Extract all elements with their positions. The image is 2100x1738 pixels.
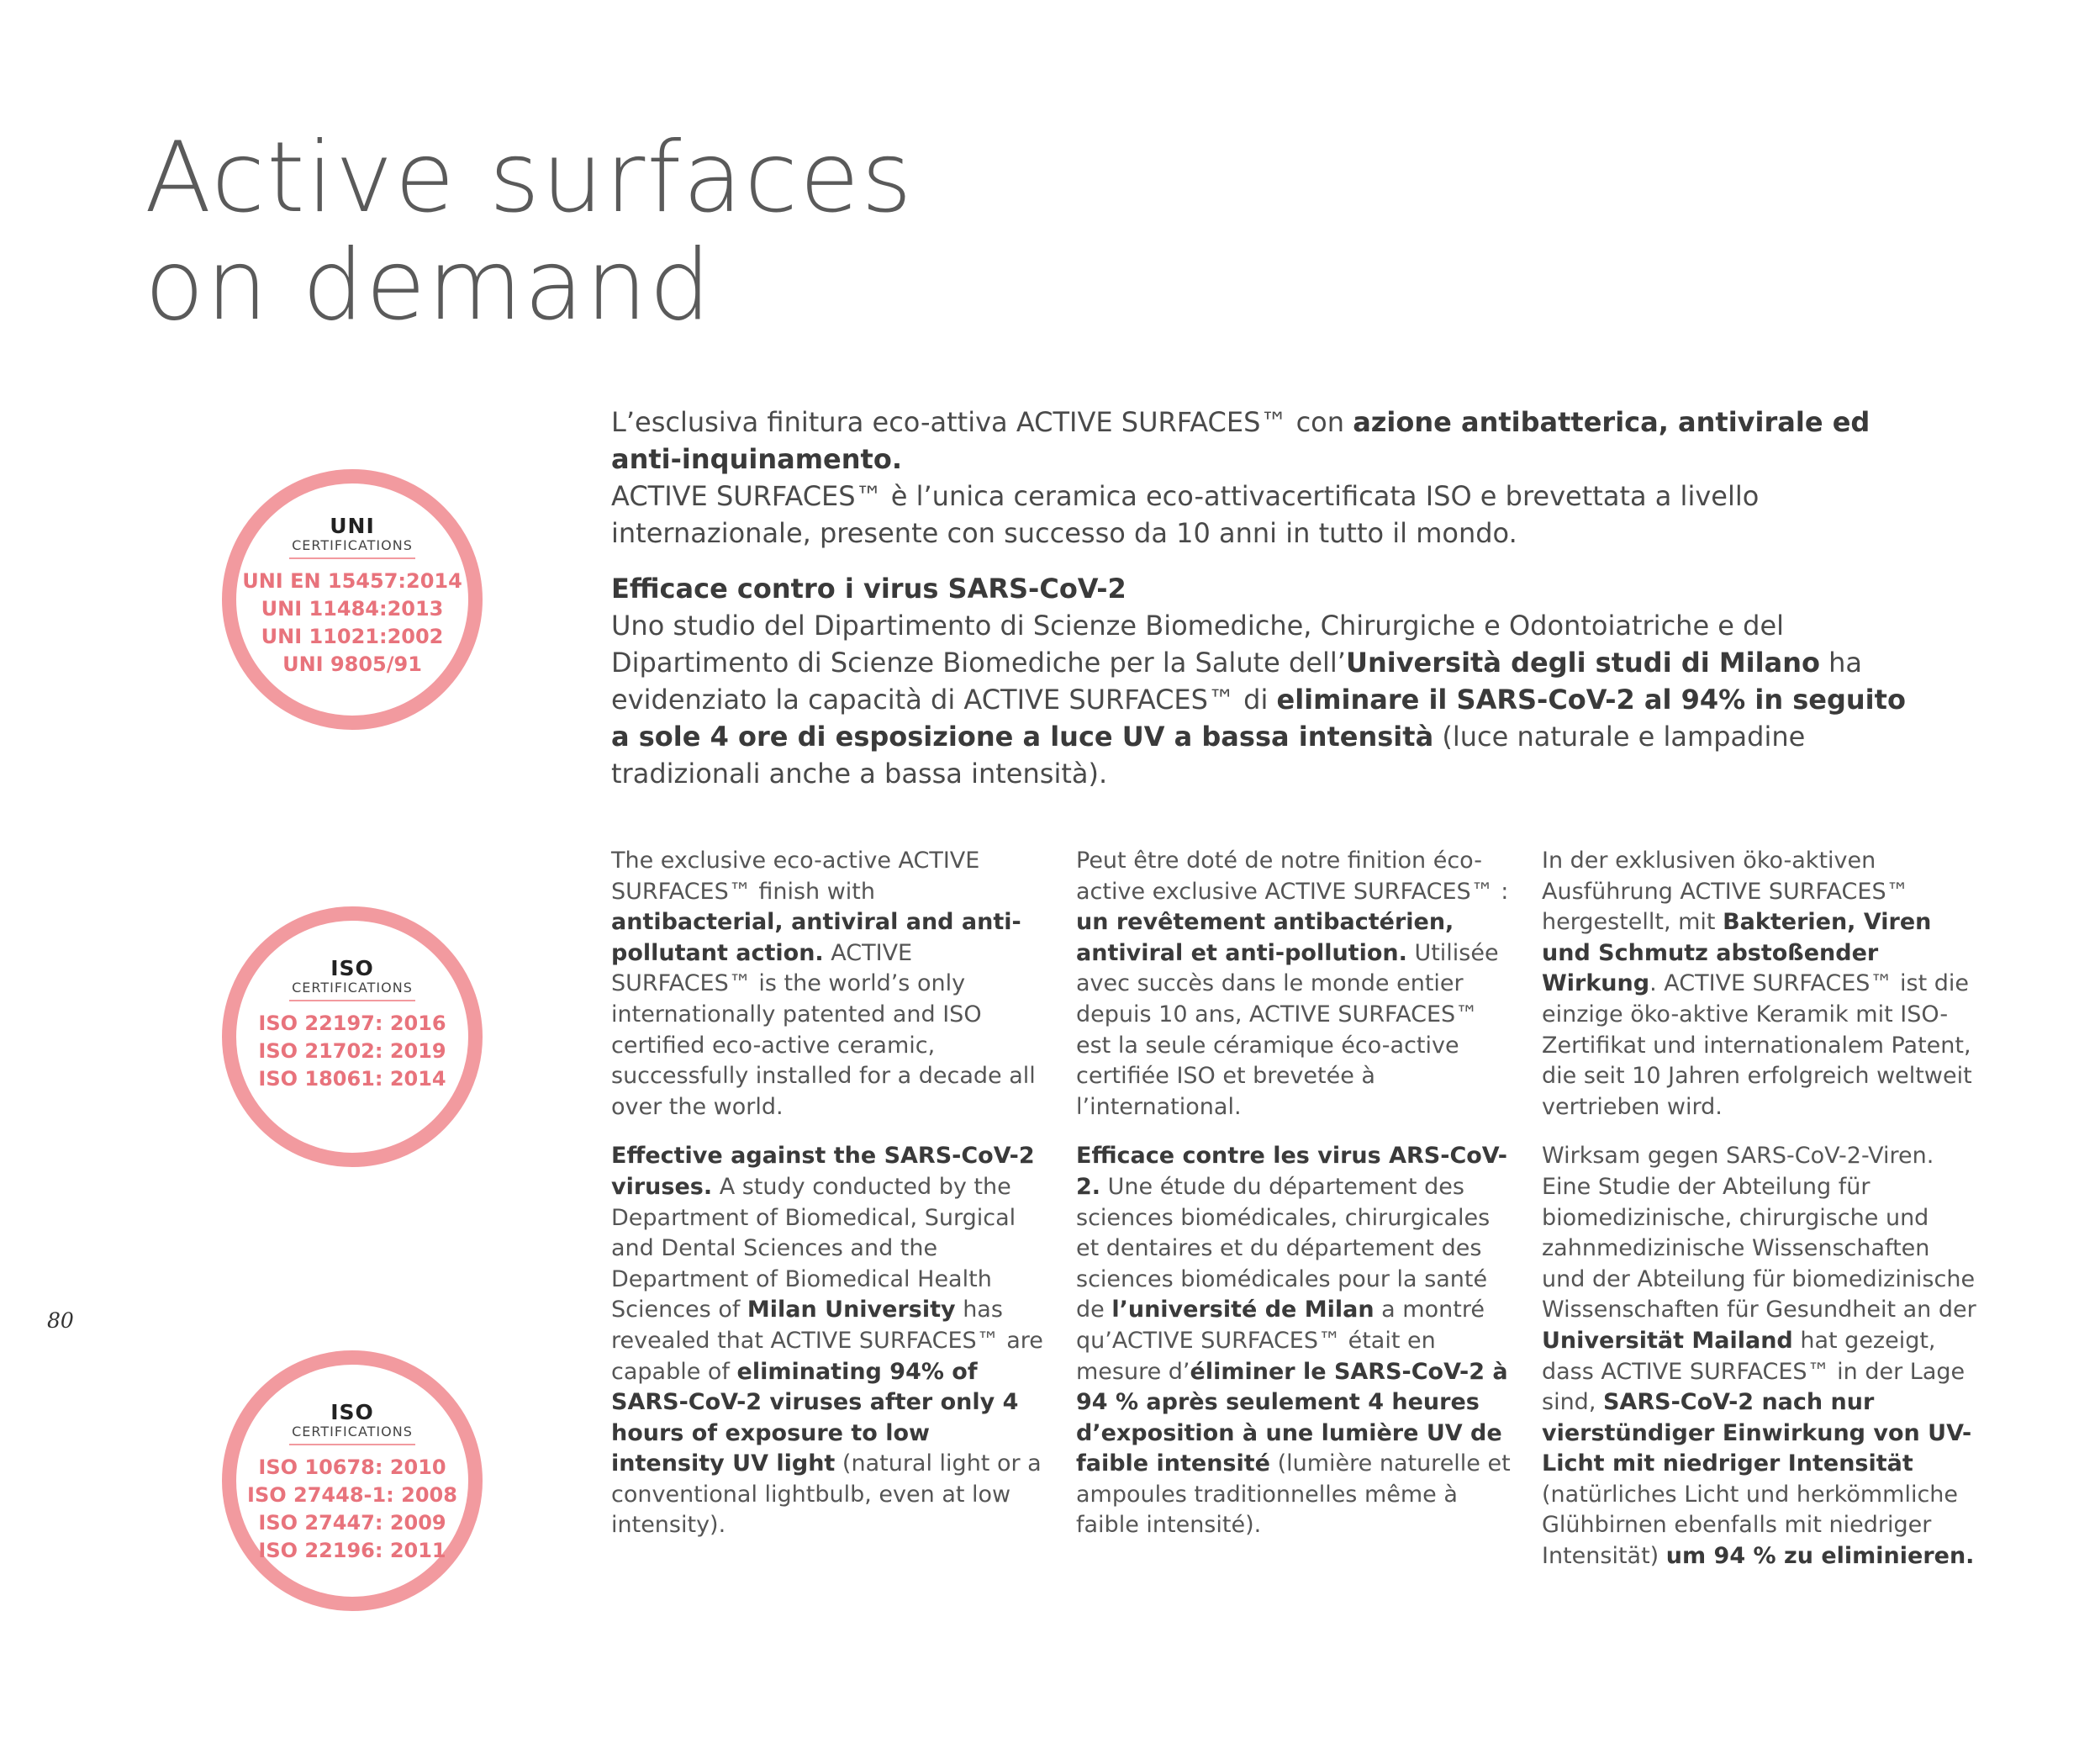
english-p2-university: Milan University [747,1297,956,1323]
badge-item: UNI 11021:2002 [261,625,444,648]
german-p2-text-2: hat gezeigt, dass ACTIVE SURFACES™ in der Lage sind, [1542,1327,1965,1416]
italian-intro [611,404,1923,792]
page-number: 80 [47,1308,74,1333]
badge-item: ISO 21702: 2019 [258,1039,446,1063]
badge-heading: ISO [330,956,374,980]
badge-list [236,1010,468,1093]
badge-item: UNI 9805/91 [282,652,422,676]
english-column [611,846,1048,1541]
french-column [1076,846,1513,1541]
german-p2-result: SARS-CoV-2 nach nur vierstündiger Einwirkung von UV-Licht mit niedriger Intensität [1542,1389,1972,1477]
german-paragraph-2 [1542,1141,1979,1572]
uni-certifications-badge [222,469,483,730]
intro-paragraph-1 [611,404,1923,552]
french-p2-university: l’université de Milan [1111,1297,1374,1323]
badge-subheading: CERTIFICATIONS [289,537,415,559]
badge-heading: ISO [330,1400,374,1424]
intro-p2-text-2: ha evidenziato la capacità di ACTIVE SURFACES™ di [611,647,1863,716]
intro-p2-result: eliminare il SARS-CoV-2 al 94% in seguito a sole 4 ore di esposizione a luce UV a bassa intensità [611,684,1906,753]
badge-item: ISO 22197: 2016 [258,1012,446,1035]
badge-heading: UNI [330,514,375,538]
badge-item: UNI EN 15457:2014 [242,569,462,593]
french-p1-text: Peut être doté de notre finition éco-active exclusive ACTIVE SURFACES™ : [1076,848,1509,905]
english-p2-text-2: has revealed that ACTIVE SURFACES™ are capable of [611,1297,1043,1385]
iso-certifications-badge-2 [222,1350,483,1611]
page-title [145,121,914,342]
intro-paragraph-2 [611,570,1923,792]
title-line-2: on demand [145,229,713,342]
german-column [1542,846,1979,1572]
english-p2-text-3: (natural light or a conventional lightbulb, even at low intensity). [611,1450,1042,1539]
german-paragraph-1 [1542,846,1979,1123]
badge-subheading: CERTIFICATIONS [289,980,415,1001]
badge-item: ISO 18061: 2014 [258,1067,446,1091]
french-p2-text-2: a montré qu’ACTIVE SURFACES™ était en mesure d’ [1076,1297,1485,1385]
german-p2-result-2: um 94 % zu eliminieren. [1665,1543,1975,1570]
intro-heading: Efficace contro i virus SARS-CoV-2 [611,573,1127,605]
german-heading: Wirksam gegen SARS-CoV-2-Viren. [1542,1143,1934,1170]
title-line-1: Active surfaces [145,121,914,235]
intro-p2-text: Uno studio del Dipartimento di Scienze Biomediche, Chirurgiche e Odontoiatriche e del Dipartimento di Scienze Biomediche per la Salute dell’ [611,610,1785,679]
french-heading: Efficace contre les virus ARS-CoV-2. [1076,1143,1507,1200]
french-p2-result: éliminer le SARS-CoV-2 à 94 % après seulement 4 heures d’exposition à une lumière UV de faible intensité [1076,1358,1508,1477]
english-p1-bold: antibacterial, antiviral and anti-pollutant action. [611,909,1021,966]
intro-p1-text: L’esclusiva finitura eco-attiva ACTIVE SURFACES™ con [611,406,1353,438]
german-p1-rest: . ACTIVE SURFACES™ ist die einzige öko-aktive Keramik mit ISO-Zertifikat und internationalem Patent, die seit 10 Jahren erfolgreich weltweit vertrieben wird. [1542,970,1972,1120]
badge-list [236,1454,468,1565]
english-heading: Effective against the SARS-CoV-2 viruses. [611,1143,1035,1200]
badge-list [236,568,468,679]
badge-item: ISO 27448-1: 2008 [247,1483,457,1507]
english-paragraph-2 [611,1141,1048,1541]
german-p2-university: Universität Mailand [1542,1327,1793,1354]
french-p2-text-3: (lumière naturelle et ampoules traditionnelles même à faible intensité). [1076,1450,1511,1539]
german-p1-text: In der exklusiven öko-aktiven Ausführung ACTIVE SURFACES™ hergestellt, mit [1542,848,1909,936]
badge-item: ISO 22196: 2011 [258,1539,446,1562]
french-p2-text: Une étude du département des sciences biomédicales, chirurgicales et dentaires et du département des sciences biomédicales pour la santé de [1076,1173,1491,1323]
intro-p2-university: Università degli studi di Milano [1345,647,1820,679]
intro-p1-bold: azione antibatterica, antivirale ed anti-inquinamento. [611,406,1870,475]
badge-subheading: CERTIFICATIONS [289,1424,415,1445]
german-p2-text: Eine Studie der Abteilung für biomedizinische, chirurgische und zahnmedizinische Wissenschaften und der Abteilung für biomedizinische Wissenschaften für Gesundheit an der [1542,1173,1976,1323]
french-paragraph-2 [1076,1141,1513,1541]
english-p2-result: eliminating 94% of SARS-CoV-2 viruses after only 4 hours of exposure to low intensity UV light [611,1358,1019,1477]
german-p1-bold: Bakterien, Viren und Schmutz abstoßender Wirkung [1542,909,1932,997]
english-p1-rest: ACTIVE SURFACES™ is the world’s only internationally patented and ISO certified eco-active ceramic, successfully installed for a decade all over the world. [611,939,1036,1120]
french-p1-bold: un revêtement antibactérien, antiviral et anti-pollution. [1076,909,1454,966]
badge-item: UNI 11484:2013 [261,597,444,621]
german-p2-text-3: (natürliches Licht und herkömmliche Glühbirnen ebenfalls mit niedriger Intensität) [1542,1481,1959,1570]
english-p1-text: The exclusive eco-active ACTIVE SURFACES™ finish with [611,848,980,905]
english-p2-text: A study conducted by the Department of Biomedical, Surgical and Dental Sciences and the Department of Biomedical Health Sciences of [611,1173,1016,1323]
french-p1-rest: Utilisée avec succès dans le monde entier depuis 10 ans, ACTIVE SURFACES™ est la seule céramique éco-active certifiée ISO et brevetée à l’international. [1076,939,1499,1120]
english-paragraph-1 [611,846,1048,1123]
intro-p2-text-3: (luce naturale e lampadine tradizionali anche a bassa intensità). [611,721,1806,790]
iso-certifications-badge-1 [222,906,483,1167]
intro-p1-rest: ACTIVE SURFACES™ è l’unica ceramica eco-attivacertificata ISO e brevettata a livello internazionale, presente con successo da 10 anni in tutto il mondo. [611,480,1760,549]
french-paragraph-1 [1076,846,1513,1123]
badge-item: ISO 10678: 2010 [258,1455,446,1479]
badge-item: ISO 27447: 2009 [258,1511,446,1535]
